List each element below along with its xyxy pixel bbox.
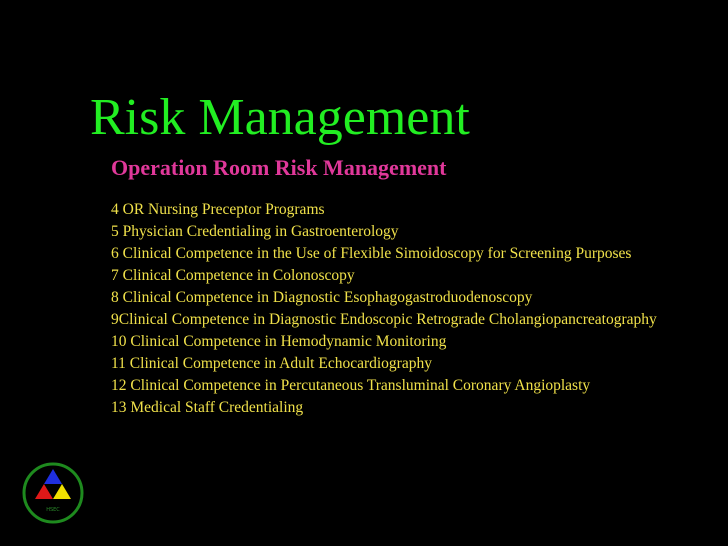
list-item: 9Clinical Competence in Diagnostic Endoscopic Retrograde Cholangiopancreatography [111,311,657,328]
list-item: 6 Clinical Competence in the Use of Flexible Simoidoscopy for Screening Purposes [111,245,632,262]
triangle-logo-icon [22,462,84,524]
list-item: 10 Clinical Competence in Hemodynamic Monitoring [111,333,447,350]
slide-title: Risk Management [90,89,470,146]
list-item: 4 OR Nursing Preceptor Programs [111,201,325,218]
list-item: 13 Medical Staff Credentialing [111,399,304,416]
logo-text: HSEC [46,507,60,513]
list-item: 8 Clinical Competence in Diagnostic Esophagogastroduodenoscopy [111,289,533,306]
list-item: 12 Clinical Competence in Percutaneous Transluminal Coronary Angioplasty [111,377,591,394]
list-item: 5 Physician Credentialing in Gastroenterology [111,223,399,240]
list-item: 7 Clinical Competence in Colonoscopy [111,267,355,284]
list-item: 11 Clinical Competence in Adult Echocardiography [111,355,432,372]
slide-subtitle: Operation Room Risk Management [111,155,447,180]
item-list [111,199,671,419]
